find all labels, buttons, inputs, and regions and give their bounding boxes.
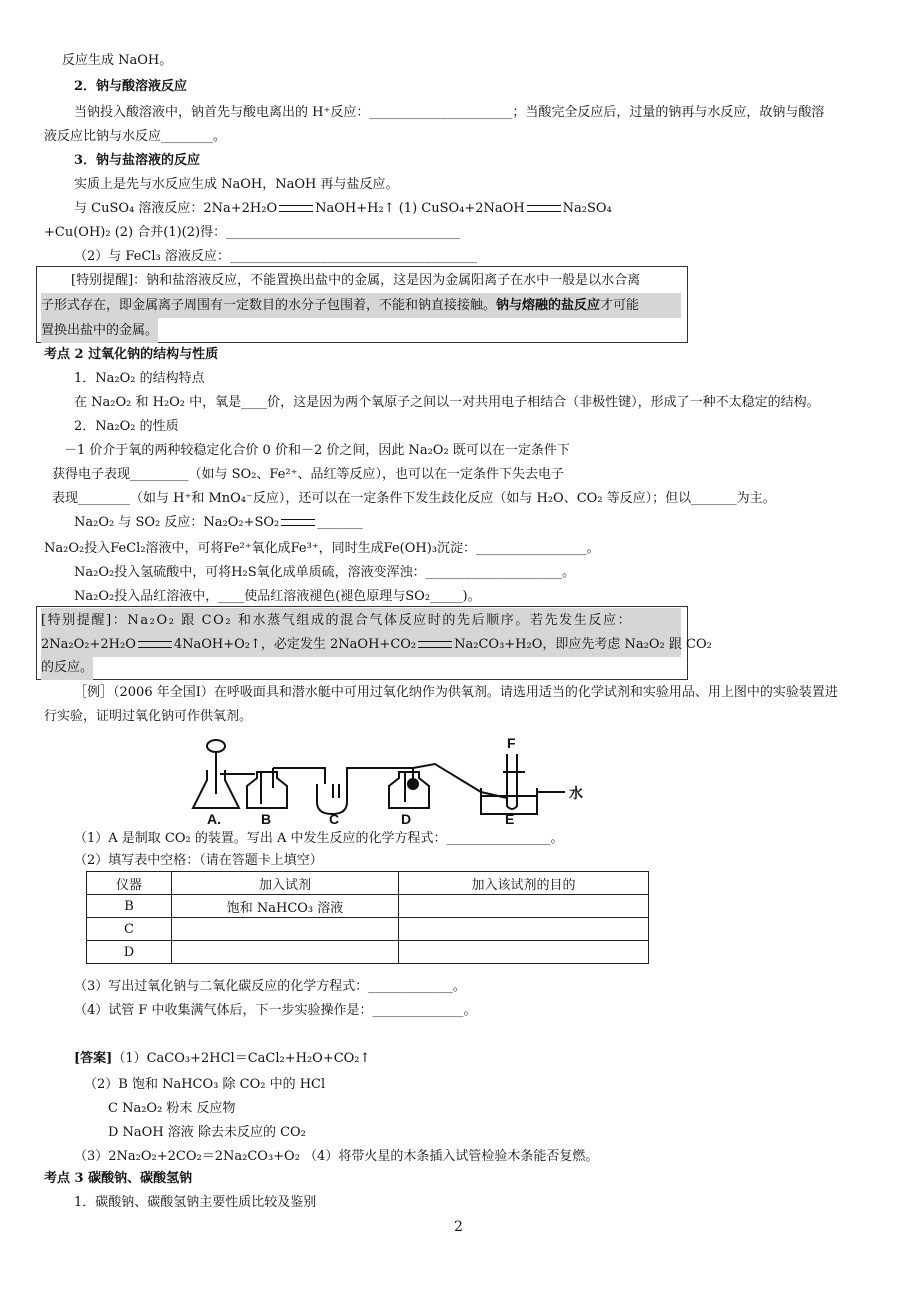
answer-line: （2）B 饱和 NaHCO₃ 除 CO₂ 中的 HCl xyxy=(84,1077,326,1092)
text-line: 反应生成 NaOH。 xyxy=(62,53,173,68)
text-line: Na₂O₂投入氢硫酸中，可将H₂S氧化成单质硫，溶液变浑浊：_____________________。 xyxy=(74,565,576,580)
page-number: 2 xyxy=(454,1219,463,1235)
text-line: 在 Na₂O₂ 和 H₂O₂ 中，氧是____价，这是因为两个氧原子之间以一对共用电子相结合（非极性键），形成了一种不太稳定的结构。 xyxy=(74,395,820,410)
figure-label-d: D xyxy=(401,811,412,824)
answer-line: （3）2Na₂O₂+2CO₂＝2Na₂CO₃+O₂ （4）将带火星的木条插入试管检验木条能否复燃。 xyxy=(74,1149,599,1164)
table-cell xyxy=(172,941,399,964)
text-line: 实质上是先与水反应生成 NaOH，NaOH 再与盐反应。 xyxy=(74,177,399,192)
table-cell: 饱和 NaHCO₃ 溶液 xyxy=(172,895,399,918)
table-row xyxy=(87,918,649,941)
section-heading: 3．钠与盐溶液的反应 xyxy=(74,153,201,168)
table-cell: C xyxy=(87,918,172,941)
table-header: 加入该试剂的目的 xyxy=(399,872,649,895)
text-line: 当钠投入酸溶液中，钠首先与酸电离出的 H⁺反应：______________________；当酸完全反应后，过量的钠再与水反应，故钠与酸溶 xyxy=(74,105,825,120)
figure-label-a: A. xyxy=(207,811,221,824)
text-line: 获得电子表现_________（如与 SO₂、Fe²⁺、品红等反应），也可以在一定条件下失去电子 xyxy=(52,467,564,482)
text-line: （2）填写表中空格：（请在答题卡上填空） xyxy=(74,853,323,868)
table-header: 加入试剂 xyxy=(172,872,399,895)
table-cell xyxy=(399,941,649,964)
text-line: Na₂O₂投入品红溶液中，____使品红溶液褪色(褪色原理与SO₂_____)。 xyxy=(74,589,481,604)
figure-label-water: 水 xyxy=(569,785,583,801)
text-line: 2．Na₂O₂ 的性质 xyxy=(74,419,179,434)
answer-line: D NaOH 溶液 除去未反应的 CO₂ xyxy=(108,1125,306,1140)
equation-line: Na₂O₂ 与 SO₂ 反应：Na₂O₂+SO₂ _______ xyxy=(74,515,363,530)
figure-label-c: C xyxy=(329,811,340,824)
apparatus-figure xyxy=(185,732,595,824)
tip-text: 置换出盐中的金属。 xyxy=(41,318,158,343)
table-header: 仪器 xyxy=(87,872,172,895)
answer-line: C Na₂O₂ 粉末 反应物 xyxy=(108,1101,236,1116)
text-line: 1．碳酸钠、碳酸氢钠主要性质比较及鉴别 xyxy=(74,1195,317,1210)
tip-text: 的反应。 xyxy=(41,655,93,680)
tip-text: 子形式存在，即金属离子周围有一定数目的水分子包围着，不能和钠直接接触。钠与熔融的盐反应才可能 xyxy=(41,293,681,318)
answer-tag: [答案] xyxy=(74,1051,113,1066)
table-cell xyxy=(399,895,649,918)
tip-box-2 xyxy=(36,606,712,680)
text-line: （3）写出过氧化钠与二氧化碳反应的化学方程式：_____________。 xyxy=(74,979,466,994)
table-cell: B xyxy=(87,895,172,918)
tip-box-1 xyxy=(36,266,688,343)
table-row xyxy=(87,895,649,918)
figure-label-e: E xyxy=(505,811,515,824)
figure-label-f: F xyxy=(507,735,516,751)
table-header-row xyxy=(87,872,649,895)
answer-line: [答案]（1）CaCO₃+2HCl＝CaCl₂+H₂O+CO₂↑ xyxy=(74,1051,371,1066)
text-line: 1．Na₂O₂ 的结构特点 xyxy=(74,371,205,386)
table-cell: D xyxy=(87,941,172,964)
tip-text: [特别提醒]：Na₂O₂ 跟 CO₂ 和水蒸气组成的混合气体反应时的先后顺序。若先发生反应： xyxy=(41,608,681,633)
text-line: 行实验，证明过氧化钠可作供氧剂。 xyxy=(44,709,253,724)
table-row xyxy=(87,941,649,964)
answer-table xyxy=(86,871,649,964)
text-line: －1 价介于氧的两种较稳定化合价 0 价和－2 价之间，因此 Na₂O₂ 既可以在一定条件下 xyxy=(64,443,570,458)
tip-text: [特别提醒]：钠和盐溶液反应，不能置换出盐中的金属，这是因为金属阳离子在水中一般是以水合离 xyxy=(71,273,641,288)
topic-heading: 考点 3 碳酸钠、碳酸氢钠 xyxy=(44,1171,193,1186)
figure-label-b: B xyxy=(261,811,272,824)
text-line: （1）A 是制取 CO₂ 的装置。写出 A 中发生反应的化学方程式：________________。 xyxy=(74,831,564,846)
text-line: 表现________（如与 H⁺和 MnO₄⁻反应），还可以在一定条件下发生歧化反应（如与 H₂O、CO₂ 等反应）；但以_______为主。 xyxy=(52,491,776,506)
text-line: （4）试管 F 中收集满气体后，下一步实验操作是：______________。 xyxy=(74,1003,477,1018)
text-line: ［例］（2006 年全国I）在呼吸面具和潜水艇中可用过氧化纳作为供氧剂。请选用适当的化学试剂和实验用品、用上图中的实验装置进 xyxy=(74,685,838,700)
equation-line: 与 CuSO₄ 溶液反应：2Na+2H₂O NaOH+H₂↑ (1) CuSO₄+2NaOH Na₂SO₄ xyxy=(74,201,612,216)
tip-text: 2Na₂O₂+2H₂O 4NaOH+O₂↑，必定发生 2NaOH+CO₂ Na₂CO₃+H₂O，即应先考虑 Na₂O₂ 跟 CO₂ xyxy=(41,632,681,657)
text-line: （2）与 FeCl₃ 溶液反应：______________________________________ xyxy=(74,249,477,264)
section-heading: 2．钠与酸溶液反应 xyxy=(74,79,188,94)
table-cell xyxy=(172,918,399,941)
text-line: 液反应比钠与水反应________。 xyxy=(44,129,227,144)
table-cell xyxy=(399,918,649,941)
topic-heading: 考点 2 过氧化钠的结构与性质 xyxy=(44,347,219,362)
text-line: Na₂O₂投入FeCl₂溶液中，可将Fe²⁺氧化成Fe³⁺，同时生成Fe(OH)₃沉淀：_________________。 xyxy=(44,541,600,556)
text-line: +Cu(OH)₂ (2) 合并(1)(2)得：____________________________________ xyxy=(44,225,461,240)
